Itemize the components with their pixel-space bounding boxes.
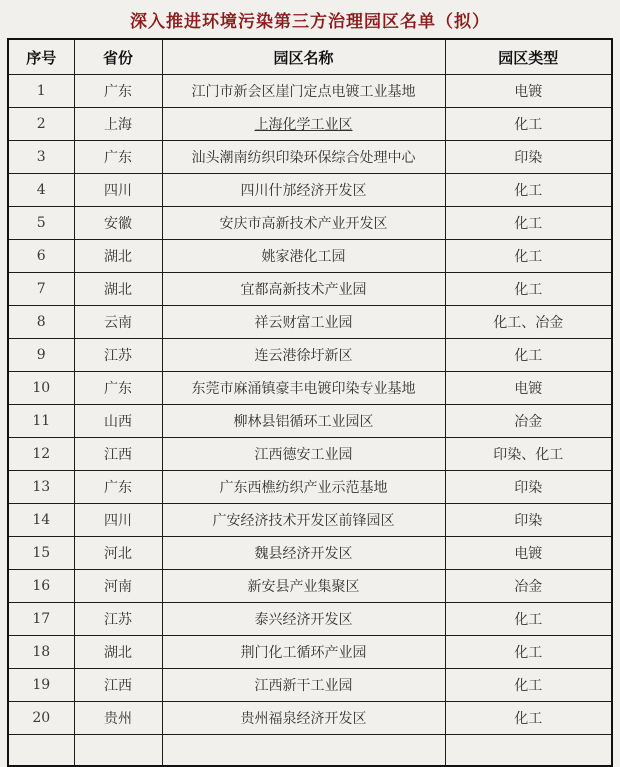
row-no: 3 (8, 141, 74, 174)
row-name: 安庆市高新技术产业开发区 (162, 207, 445, 240)
page-title: 深入推进环境污染第三方治理园区名单（拟） (130, 11, 490, 32)
table-row (8, 174, 612, 207)
table-header (8, 39, 612, 75)
row-name: 江门市新会区崖门定点电镀工业基地 (162, 75, 445, 108)
row-name: 魏县经济开发区 (162, 537, 445, 570)
table-body (8, 75, 612, 735)
row-no: 7 (8, 273, 74, 306)
table-row (8, 240, 612, 273)
row-province: 江苏 (74, 603, 162, 636)
table-row (8, 273, 612, 306)
table-row (8, 207, 612, 240)
row-province: 湖北 (74, 273, 162, 306)
empty-cell (162, 735, 445, 767)
table-row (8, 75, 612, 108)
row-no: 1 (8, 75, 74, 108)
table-row (8, 372, 612, 405)
table-row (8, 339, 612, 372)
row-no: 10 (8, 372, 74, 405)
row-no: 11 (8, 405, 74, 438)
row-province: 湖北 (74, 240, 162, 273)
row-type: 印染 (445, 471, 612, 504)
table-row (8, 438, 612, 471)
row-no: 18 (8, 636, 74, 669)
table-row (8, 471, 612, 504)
row-no: 13 (8, 471, 74, 504)
row-type: 冶金 (445, 570, 612, 603)
row-type: 电镀 (445, 537, 612, 570)
row-type: 化工、冶金 (445, 306, 612, 339)
row-name-link[interactable]: 上海化学工业区 (162, 108, 445, 141)
row-province: 贵州 (74, 702, 162, 735)
row-no: 12 (8, 438, 74, 471)
row-name: 连云港徐圩新区 (162, 339, 445, 372)
row-no: 5 (8, 207, 74, 240)
row-province: 广东 (74, 141, 162, 174)
row-province: 上海 (74, 108, 162, 141)
row-type: 化工 (445, 108, 612, 141)
row-name: 荆门化工循环产业园 (162, 636, 445, 669)
header-name: 园区名称 (162, 39, 445, 75)
row-no: 6 (8, 240, 74, 273)
table-row (8, 108, 612, 141)
row-type: 化工 (445, 339, 612, 372)
table-row (8, 141, 612, 174)
row-province: 广东 (74, 471, 162, 504)
row-no: 19 (8, 669, 74, 702)
row-no: 2 (8, 108, 74, 141)
row-no: 8 (8, 306, 74, 339)
empty-cell (445, 735, 612, 767)
row-type: 化工 (445, 603, 612, 636)
row-type: 化工 (445, 702, 612, 735)
row-name: 祥云财富工业园 (162, 306, 445, 339)
row-province: 四川 (74, 504, 162, 537)
row-no: 15 (8, 537, 74, 570)
row-no: 14 (8, 504, 74, 537)
row-name: 四川什邡经济开发区 (162, 174, 445, 207)
header-type: 园区类型 (445, 39, 612, 75)
row-name: 泰兴经济开发区 (162, 603, 445, 636)
table-row (8, 636, 612, 669)
row-type: 冶金 (445, 405, 612, 438)
header-no: 序号 (8, 39, 74, 75)
row-type: 印染 (445, 141, 612, 174)
row-province: 江西 (74, 669, 162, 702)
row-name: 宜都高新技术产业园 (162, 273, 445, 306)
row-province: 江苏 (74, 339, 162, 372)
row-province: 江西 (74, 438, 162, 471)
table-row (8, 405, 612, 438)
row-type: 印染、化工 (445, 438, 612, 471)
row-type: 电镀 (445, 372, 612, 405)
row-name: 江西新干工业园 (162, 669, 445, 702)
row-name: 汕头潮南纺织印染环保综合处理中心 (162, 141, 445, 174)
row-province: 河南 (74, 570, 162, 603)
row-province: 四川 (74, 174, 162, 207)
header-province: 省份 (74, 39, 162, 75)
row-name: 姚家港化工园 (162, 240, 445, 273)
row-type: 印染 (445, 504, 612, 537)
row-type: 化工 (445, 240, 612, 273)
row-type: 化工 (445, 273, 612, 306)
row-name: 东莞市麻涌镇豪丰电镀印染专业基地 (162, 372, 445, 405)
park-list-table (7, 38, 613, 767)
row-province: 山西 (74, 405, 162, 438)
table-row (8, 669, 612, 702)
row-no: 16 (8, 570, 74, 603)
row-name: 贵州福泉经济开发区 (162, 702, 445, 735)
table-row (8, 537, 612, 570)
row-no: 17 (8, 603, 74, 636)
row-type: 化工 (445, 636, 612, 669)
header-row (8, 39, 612, 75)
table-row (8, 702, 612, 735)
row-province: 广东 (74, 75, 162, 108)
table-row (8, 570, 612, 603)
empty-cell (8, 735, 74, 767)
partial-next-row (8, 735, 612, 767)
row-type: 化工 (445, 174, 612, 207)
row-province: 湖北 (74, 636, 162, 669)
table-row (8, 504, 612, 537)
row-province: 云南 (74, 306, 162, 339)
table-footer (8, 735, 612, 767)
row-type: 化工 (445, 669, 612, 702)
empty-cell (74, 735, 162, 767)
row-name: 广东西樵纺织产业示范基地 (162, 471, 445, 504)
row-name: 柳林县铝循环工业园区 (162, 405, 445, 438)
row-no: 20 (8, 702, 74, 735)
row-province: 广东 (74, 372, 162, 405)
row-name: 江西德安工业园 (162, 438, 445, 471)
row-no: 9 (8, 339, 74, 372)
row-name: 新安县产业集聚区 (162, 570, 445, 603)
table-row (8, 306, 612, 339)
row-province: 河北 (74, 537, 162, 570)
row-no: 4 (8, 174, 74, 207)
row-type: 电镀 (445, 75, 612, 108)
row-province: 安徽 (74, 207, 162, 240)
row-type: 化工 (445, 207, 612, 240)
table-row (8, 603, 612, 636)
row-name: 广安经济技术开发区前锋园区 (162, 504, 445, 537)
